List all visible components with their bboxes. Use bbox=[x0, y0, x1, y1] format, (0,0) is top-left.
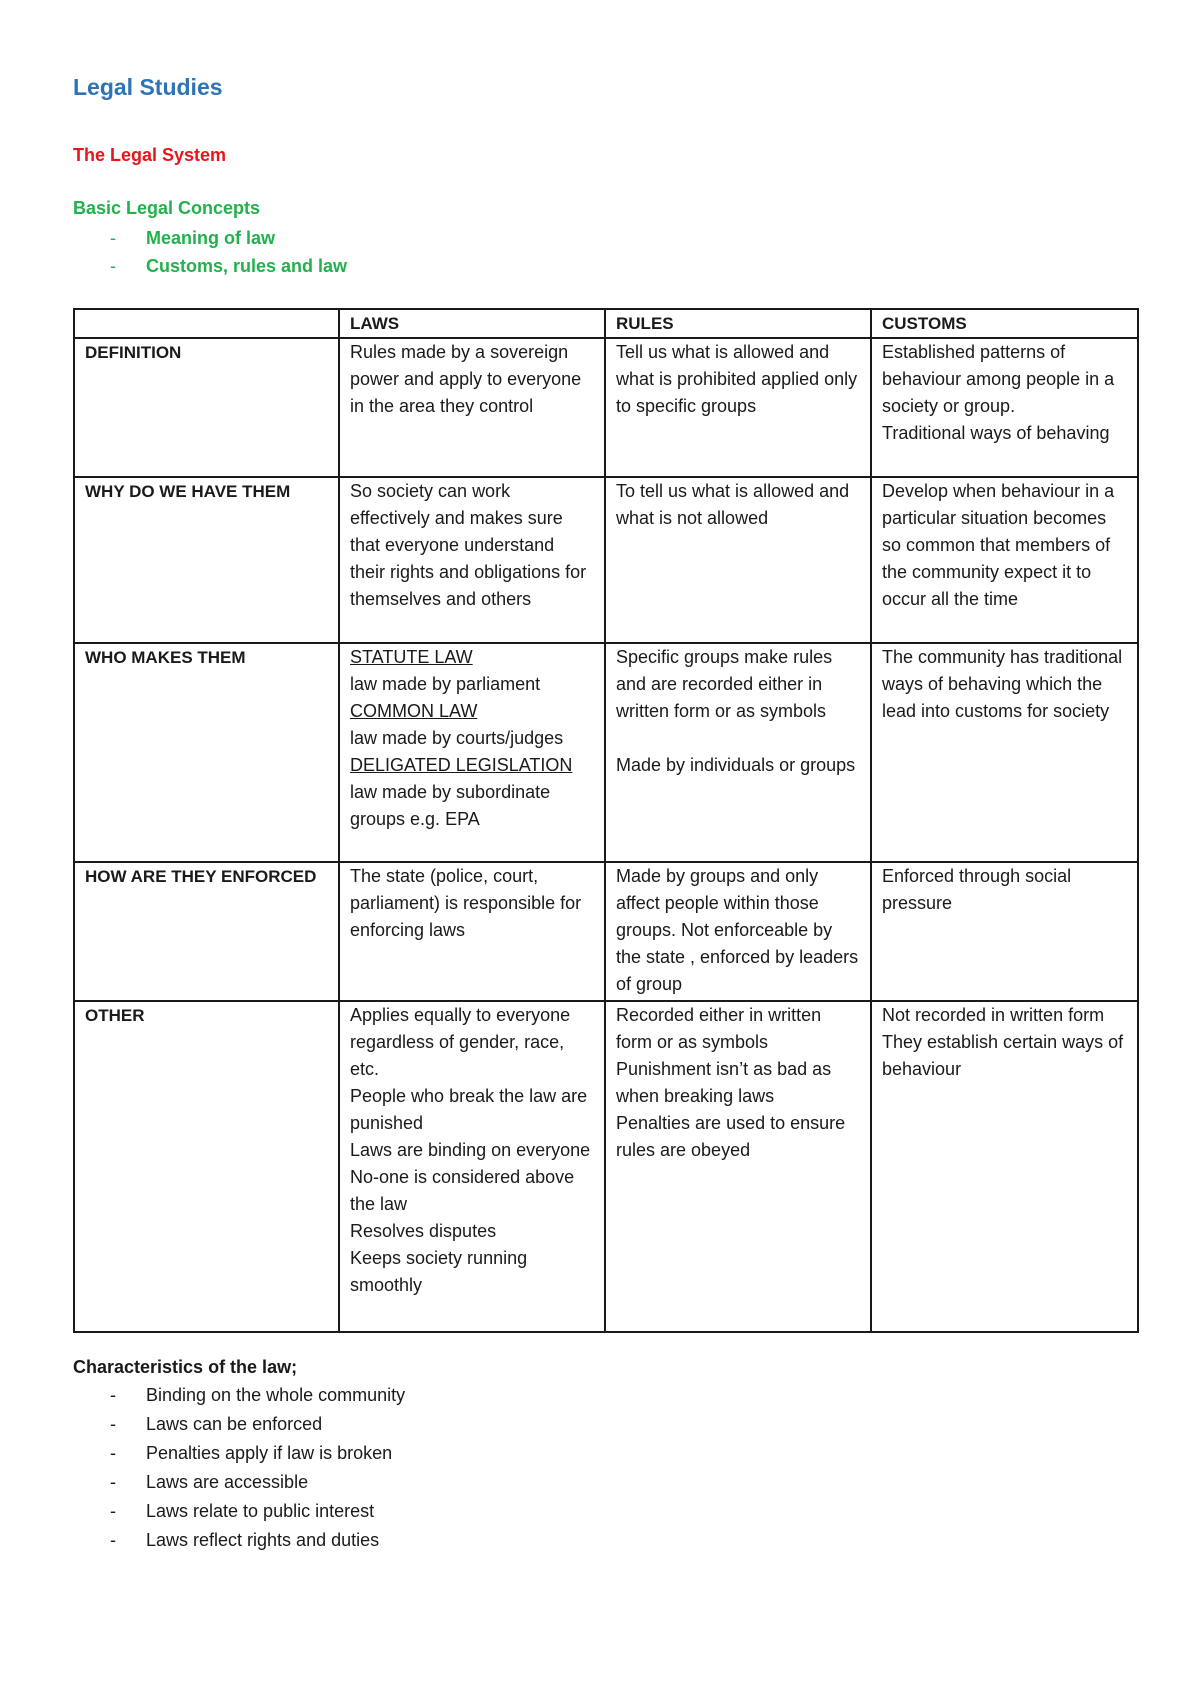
customs-cell bbox=[871, 477, 1138, 643]
rules-cell bbox=[605, 477, 871, 643]
dash-bullet: - bbox=[110, 1385, 116, 1405]
cell-text: Enforced through social pressure bbox=[882, 866, 1072, 913]
table-row-definition bbox=[74, 338, 1138, 477]
dash-bullet: - bbox=[110, 1530, 116, 1550]
laws-cell bbox=[339, 862, 605, 1001]
cell-text: So society can work effectively and makes sure that everyone understand their rights and obligations for themselves and others bbox=[350, 481, 587, 609]
laws-cell bbox=[339, 338, 605, 477]
cell-text: No-one is considered above the law bbox=[350, 1167, 575, 1214]
rules-cell bbox=[605, 1001, 871, 1332]
cell-text: Recorded either in written form or as symbols bbox=[616, 1005, 822, 1052]
list-item bbox=[73, 1381, 405, 1410]
header-cell-empty bbox=[74, 309, 339, 338]
section-topic-item bbox=[73, 224, 347, 252]
table-header-row bbox=[74, 309, 1138, 338]
cell-text: Keeps society running smoothly bbox=[350, 1248, 528, 1295]
cell-text: To tell us what is allowed and what is not allowed bbox=[616, 481, 850, 528]
table-row-other bbox=[74, 1001, 1138, 1332]
row-label: DEFINITION bbox=[85, 343, 182, 362]
paragraph-gap bbox=[616, 725, 860, 752]
customs-cell bbox=[871, 1001, 1138, 1332]
header-cell-customs: CUSTOMS bbox=[871, 309, 1138, 338]
cell-text: Resolves disputes bbox=[350, 1221, 497, 1241]
customs-cell bbox=[871, 862, 1138, 1001]
cell-text: Made by groups and only affect people within those groups. Not enforceable by the state , enforced by leaders of group bbox=[616, 866, 859, 994]
cell-text: Tell us what is allowed and what is prohibited applied only to specific groups bbox=[616, 342, 858, 416]
header-cell-rules: RULES bbox=[605, 309, 871, 338]
cell-text: They establish certain ways of behaviour bbox=[882, 1032, 1124, 1079]
rules-cell bbox=[605, 643, 871, 862]
list-item bbox=[73, 1439, 405, 1468]
law-type-heading: DELIGATED LEGISLATION bbox=[350, 755, 573, 775]
header-cell-laws: LAWS bbox=[339, 309, 605, 338]
dash-bullet: - bbox=[110, 1414, 116, 1434]
list-item-text: Laws relate to public interest bbox=[146, 1501, 375, 1521]
list-item-text: Binding on the whole community bbox=[146, 1385, 406, 1405]
list-item bbox=[73, 1497, 405, 1526]
laws-cell bbox=[339, 643, 605, 862]
cell-text: Specific groups make rules and are recorded either in written form or as symbols bbox=[616, 647, 833, 721]
dash-bullet: - bbox=[110, 1501, 116, 1521]
row-label: WHY DO WE HAVE THEM bbox=[85, 482, 291, 501]
table-row-who-makes bbox=[74, 643, 1138, 862]
characteristics-list bbox=[73, 1381, 405, 1555]
rules-cell bbox=[605, 338, 871, 477]
row-label-cell bbox=[74, 862, 339, 1001]
section-topic-text: Customs, rules and law bbox=[146, 256, 348, 276]
list-item bbox=[73, 1526, 405, 1555]
cell-text: Penalties are used to ensure rules are obeyed bbox=[616, 1113, 846, 1160]
dash-bullet: - bbox=[110, 1443, 116, 1463]
cell-text: The state (police, court, parliament) is responsible for enforcing laws bbox=[350, 866, 582, 940]
row-label: WHO MAKES THEM bbox=[85, 648, 246, 667]
list-item bbox=[73, 1410, 405, 1439]
cell-text: Laws are binding on everyone bbox=[350, 1140, 591, 1160]
law-type-heading: COMMON LAW bbox=[350, 701, 478, 721]
cell-text: The community has traditional ways of behaving which the lead into customs for society bbox=[882, 647, 1123, 721]
list-item bbox=[73, 1468, 405, 1497]
cell-text: Develop when behaviour in a particular situation becomes so common that members of the community expect it to occur all the time bbox=[882, 481, 1115, 609]
table-row-enforced bbox=[74, 862, 1138, 1001]
laws-cell bbox=[339, 477, 605, 643]
cell-text: Established patterns of behaviour among people in a society or group. bbox=[882, 342, 1115, 416]
section-topic-item bbox=[73, 252, 347, 280]
customs-cell bbox=[871, 643, 1138, 862]
cell-text: Rules made by a sovereign power and apply to everyone in the area they control bbox=[350, 342, 582, 416]
row-label-cell bbox=[74, 1001, 339, 1332]
row-label: OTHER bbox=[85, 1006, 145, 1025]
list-item-text: Laws can be enforced bbox=[146, 1414, 323, 1434]
list-item-text: Laws reflect rights and duties bbox=[146, 1530, 380, 1550]
list-item-text: Penalties apply if law is broken bbox=[146, 1443, 393, 1463]
section-topic-text: Meaning of law bbox=[146, 228, 276, 248]
cell-text: People who break the law are punished bbox=[350, 1086, 588, 1133]
cell-text: law made by subordinate groups e.g. EPA bbox=[350, 782, 551, 829]
list-item-text: Laws are accessible bbox=[146, 1472, 309, 1492]
cell-text: Applies equally to everyone regardless of gender, race, etc. bbox=[350, 1005, 571, 1079]
dash-bullet: - bbox=[110, 228, 116, 248]
dash-bullet: - bbox=[110, 1472, 116, 1492]
rules-cell bbox=[605, 862, 871, 1001]
law-type-heading: STATUTE LAW bbox=[350, 647, 473, 667]
row-label-cell bbox=[74, 643, 339, 862]
row-label-cell bbox=[74, 338, 339, 477]
laws-cell bbox=[339, 1001, 605, 1332]
comparison-table bbox=[73, 308, 1139, 1333]
dash-bullet: - bbox=[110, 256, 116, 276]
section-heading: Basic Legal Concepts bbox=[73, 198, 261, 218]
section-topic-list bbox=[73, 224, 347, 280]
table-row-why bbox=[74, 477, 1138, 643]
document-title: Legal Studies bbox=[73, 74, 223, 100]
cell-text: law made by parliament bbox=[350, 674, 541, 694]
cell-text: Made by individuals or groups bbox=[616, 755, 856, 775]
row-label: HOW ARE THEY ENFORCED bbox=[85, 867, 317, 886]
cell-text: law made by courts/judges bbox=[350, 728, 564, 748]
row-label-cell bbox=[74, 477, 339, 643]
cell-text: Traditional ways of behaving bbox=[882, 423, 1110, 443]
cell-text: Punishment isn’t as bad as when breaking laws bbox=[616, 1059, 832, 1106]
customs-cell bbox=[871, 338, 1138, 477]
document-subtitle: The Legal System bbox=[73, 145, 227, 165]
cell-text: Not recorded in written form bbox=[882, 1005, 1105, 1025]
characteristics-heading: Characteristics of the law; bbox=[73, 1357, 298, 1377]
